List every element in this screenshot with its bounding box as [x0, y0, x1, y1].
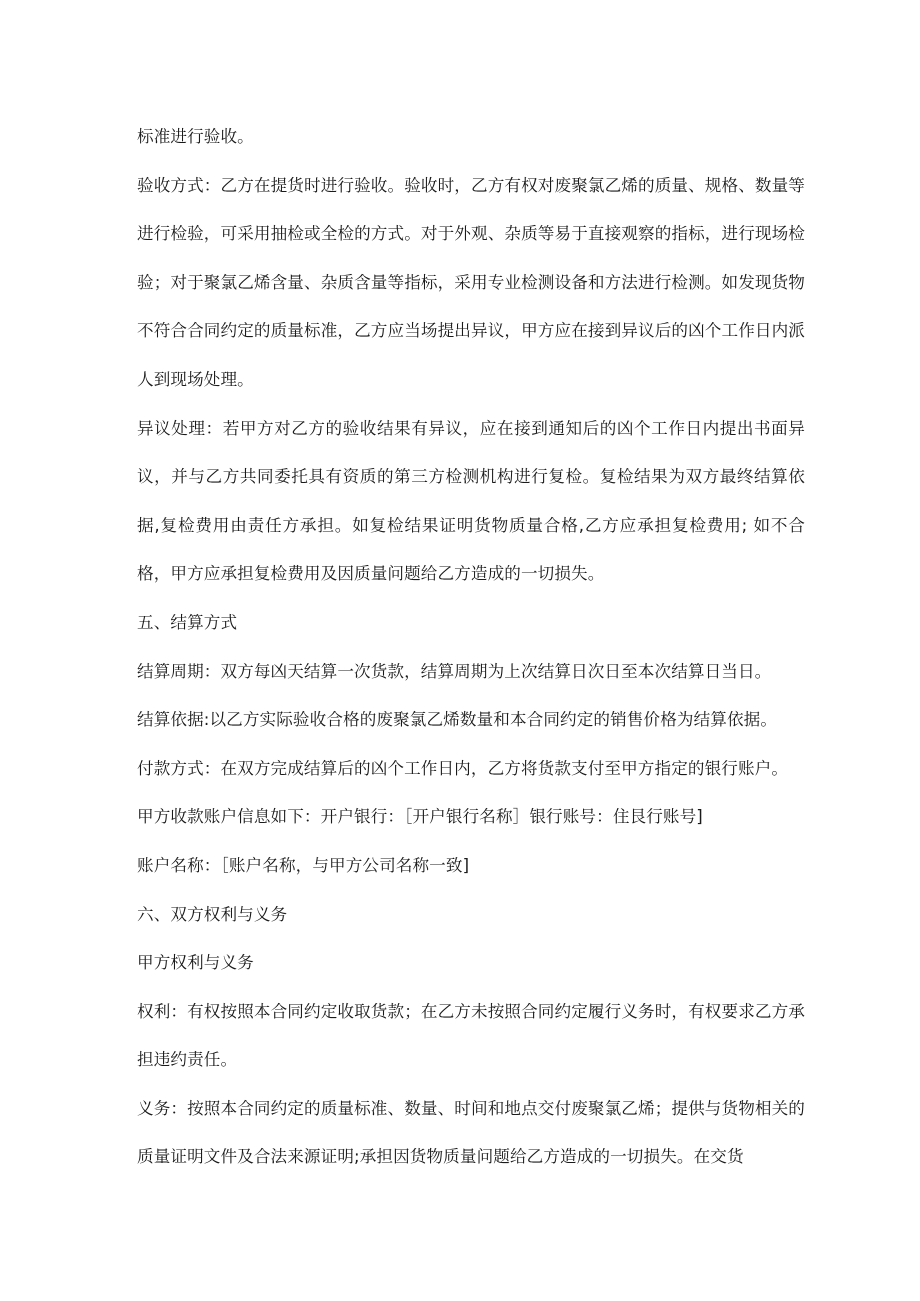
- paragraph-acceptance-standard-end: 标准进行验收。: [137, 127, 254, 146]
- document-body: [137, 113, 805, 1182]
- paragraph-account-name: 账户名称：［账户名称，与甲方公司名称一致]: [137, 855, 470, 875]
- section-heading-rights-obligations: 六、双方权利与义务: [137, 904, 288, 924]
- paragraph-party-a-rights: 权利：有权按照本合同约定收取货款；在乙方未按照合同约定履行义务时，有权要求乙方承担违约责任。: [137, 1001, 805, 1070]
- paragraph-account-info: 甲方收款账户信息如下：开户银行：［开户银行名称］银行账号：住艮行账号]: [137, 807, 703, 827]
- paragraph-payment-method: 付款方式：在双方完成结算后的凶个工作日内，乙方将货款支付至甲方指定的银行账户。: [137, 758, 789, 778]
- paragraph-objection-handling: 异议处理：若甲方对乙方的验收结果有异议，应在接到通知后的凶个工作日内提出书面异议，并与乙方共同委托具有资质的第三方检测机构进行复检。复检结果为双方最终结算依据,复检费用由责任方承担。如复检结果证明货物质量合格,乙方应承担复检费用; 如不合格，甲方应承担复检费用及因质量问题给乙方造成的一切损失。: [137, 418, 805, 584]
- section-heading-settlement: 五、结算方式: [137, 612, 238, 632]
- paragraph-acceptance-method: 验收方式：乙方在提货时进行验收。验收时，乙方有权对废聚氯乙烯的质量、规格、数量等进行检验，可采用抽检或全检的方式。对于外观、杂质等易于直接观察的指标，进行现场检验；对于聚氯乙烯含量、杂质含量等指标，采用专业检测设备和方法进行检测。如发现货物不符合合同约定的质量标准，乙方应当场提出异议，甲方应在接到异议后的凶个工作日内派人到现场处理。: [137, 175, 805, 389]
- paragraph-settlement-cycle: 结算周期：双方每凶天结算一次货款，结算周期为上次结算日次日至本次结算日当日。: [137, 661, 772, 681]
- paragraph-party-a-obligations: 义务：按照本合同约定的质量标准、数量、时间和地点交付废聚氯乙烯；提供与货物相关的质量证明文件及合法来源证明;承担因货物质量问题给乙方造成的一切损失。在交货: [137, 1098, 805, 1167]
- paragraph-settlement-basis: 结算依据:以乙方实际验收合格的废聚氯乙烯数量和本合同约定的销售价格为结算依据。: [137, 710, 778, 730]
- subheading-party-a-rights: 甲方权利与义务: [137, 953, 254, 973]
